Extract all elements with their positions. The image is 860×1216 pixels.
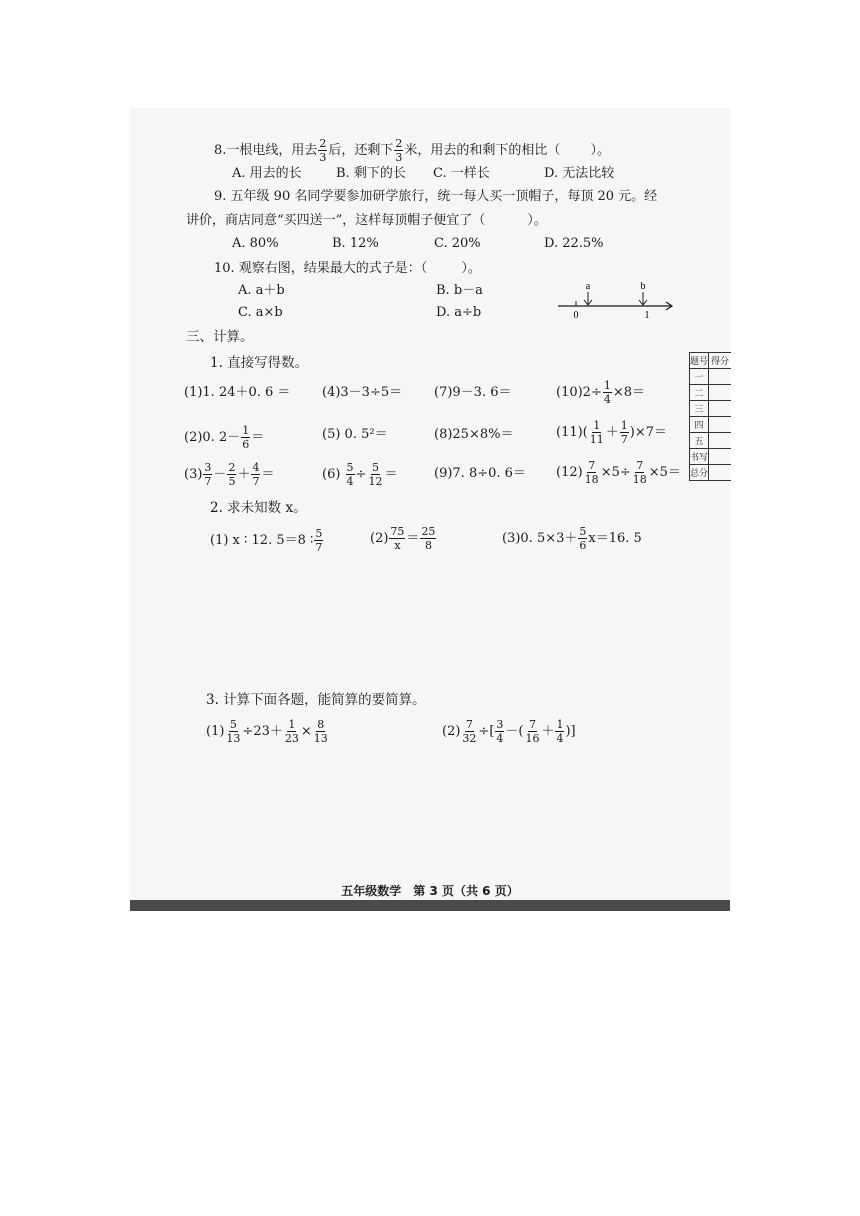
i3-fraction-1 — [203, 462, 212, 487]
equation-1 — [210, 528, 324, 553]
score-row-label: 书写 — [690, 449, 709, 465]
score-row-label: 四 — [690, 417, 709, 433]
i10-fraction — [603, 380, 612, 405]
simplify-problem-2 — [442, 719, 576, 744]
p2-f1-den: 32 — [462, 732, 477, 745]
p2-f4-den: 4 — [556, 732, 564, 745]
q10-option-c: C. a×b — [238, 305, 283, 320]
p1-a: (1) — [206, 724, 225, 739]
score-row — [690, 433, 732, 449]
i11-f2-den: 7 — [620, 433, 628, 446]
score-row-label: 五 — [690, 433, 709, 449]
i11-a: (11)( — [556, 425, 588, 440]
q8-option-d: D. 无法比较 — [544, 166, 615, 181]
p1-f1-den: 13 — [226, 732, 241, 745]
e2-m: ＝ — [406, 531, 420, 546]
q9-option-b: B. 12% — [332, 236, 379, 251]
i6-b: ＝ — [384, 467, 398, 482]
i12-fraction-1 — [584, 460, 600, 485]
p2-f4-num: 1 — [556, 718, 564, 731]
p2-m2: －( — [505, 724, 524, 739]
equation-2 — [370, 526, 437, 551]
score-header-item: 题号 — [690, 353, 709, 369]
score-row — [690, 465, 732, 481]
i3-fraction-2 — [227, 462, 236, 487]
p2-fraction-2 — [495, 719, 504, 744]
p2-b: )] — [565, 724, 576, 739]
q10-stem-a: 10. 观察右图，结果最大的式子是：（ — [214, 261, 428, 276]
score-cell[interactable] — [709, 433, 732, 449]
e3-a: (3)0. 5×3＋ — [502, 531, 578, 546]
e2-a: (2) — [370, 531, 389, 546]
p2-f1-num: 7 — [465, 718, 473, 731]
i6-f2-num: 5 — [371, 461, 379, 474]
p1-fraction-1 — [225, 719, 241, 744]
e2-f1-den: x — [394, 539, 401, 552]
q10-option-d: D. a÷b — [436, 305, 482, 320]
p2-m3: ＋ — [541, 724, 555, 739]
calc-item-11 — [556, 420, 667, 445]
part-3-title: 3. 计算下面各题，能简算的要简算。 — [206, 692, 426, 708]
i6-a: (6) — [322, 467, 345, 482]
i11-f2-num: 1 — [620, 419, 628, 432]
p1-fraction-2 — [284, 719, 300, 744]
i6-f2-den: 12 — [368, 475, 383, 488]
section-3-title: 三、计算。 — [186, 329, 254, 345]
calc-item-5: (5) 0. 5²＝ — [322, 427, 388, 442]
p1-f3-den: 13 — [313, 732, 328, 745]
label-b: b — [640, 281, 646, 292]
question-9-line1: 9. 五年级 90 名同学要参加研学旅行，统一每人买一顶帽子，每顶 20 元。经 — [214, 189, 658, 204]
i11-f1-den: 11 — [589, 433, 604, 446]
calc-item-1: (1)1. 24＋0. 6 ＝ — [184, 385, 291, 400]
score-cell[interactable] — [709, 401, 732, 417]
i2-b: ＝ — [251, 430, 265, 445]
i11-fraction-1 — [589, 420, 605, 445]
q9-option-a: A. 80% — [232, 236, 279, 251]
i11-m: ＋ — [605, 425, 619, 440]
i12-f2-num: 7 — [636, 459, 644, 472]
i6-fraction-2 — [367, 462, 383, 487]
score-row-label: 三 — [690, 401, 709, 417]
q8-f2-den: 3 — [395, 151, 403, 164]
e1-a: (1) x ∶ 12. 5＝8 ∶ — [210, 533, 314, 548]
q10-option-a: A. a＋b — [238, 283, 285, 298]
p1-f1-num: 5 — [229, 718, 237, 731]
score-cell[interactable] — [709, 465, 732, 481]
calc-item-3 — [184, 462, 274, 487]
e2-f2-den: 8 — [424, 539, 432, 552]
calc-item-6 — [322, 462, 397, 487]
e3-num: 5 — [579, 525, 587, 538]
i11-fraction-2 — [620, 420, 629, 445]
score-row — [690, 417, 732, 433]
p2-f2-num: 3 — [496, 718, 504, 731]
i3-f1-den: 7 — [204, 475, 212, 488]
part-2-title: 2. 求未知数 x。 — [210, 500, 307, 516]
score-cell[interactable] — [709, 385, 732, 401]
question-9-line2 — [186, 213, 547, 229]
p1-f3-num: 8 — [317, 718, 325, 731]
p1-m1: ÷23＋ — [242, 724, 283, 739]
i6-fraction-1 — [346, 462, 355, 487]
i6-f1-den: 4 — [346, 475, 354, 488]
i12-f1-den: 18 — [584, 473, 599, 486]
calc-item-8: (8)25×8%＝ — [434, 427, 514, 442]
p1-fraction-3 — [313, 719, 329, 744]
label-a: a — [585, 281, 591, 292]
score-row-label: 一 — [690, 369, 709, 385]
score-cell[interactable] — [709, 417, 732, 433]
question-8-stem — [214, 138, 610, 163]
e3-fraction — [578, 526, 587, 551]
e2-fraction-2 — [420, 526, 436, 551]
p2-f3-num: 7 — [528, 718, 536, 731]
i2-num: 1 — [242, 424, 250, 437]
p2-fraction-1 — [461, 719, 477, 744]
p1-m2: × — [300, 724, 312, 739]
i3-m2: ＋ — [237, 467, 251, 482]
page-footer: 五年级数学 第 3 页（共 6 页） — [341, 884, 519, 898]
label-one: 1 — [644, 310, 650, 320]
q8-suffix: 米，用去的和剩下的相比（ — [404, 143, 561, 158]
i10-b: ×8＝ — [612, 385, 646, 400]
score-row-label: 二 — [690, 385, 709, 401]
q8-end: ）。 — [590, 143, 610, 158]
e2-f1-num: 75 — [390, 525, 405, 538]
e2-fraction-1 — [389, 526, 405, 551]
score-cell[interactable] — [709, 449, 732, 465]
q8-f1-den: 3 — [319, 151, 327, 164]
i12-b: ×5＝ — [648, 465, 681, 480]
calc-item-2 — [184, 425, 264, 450]
q9-line2-a: 讲价，商店同意“买四送一”，这样每顶帽子便宜了（ — [186, 213, 486, 228]
q8-fraction-2 — [394, 138, 403, 163]
score-row — [690, 385, 732, 401]
i2-a: (2)0. 2－ — [184, 430, 241, 445]
q8-prefix: 8.一根电线，用去 — [214, 143, 318, 158]
q8-mid: 后，还剩下 — [328, 143, 394, 158]
score-table-header — [690, 353, 732, 369]
i3-f3-den: 7 — [252, 475, 260, 488]
e1-fraction — [314, 528, 323, 553]
simplify-problem-1 — [206, 719, 330, 744]
i12-a: (12) — [556, 465, 583, 480]
question-10-stem — [214, 261, 481, 277]
p2-f3-den: 16 — [525, 732, 540, 745]
q9-line2-b: ）。 — [527, 213, 547, 228]
p1-f2-den: 23 — [284, 732, 299, 745]
p2-fraction-3 — [524, 719, 540, 744]
i10-a: (10)2÷ — [556, 385, 602, 400]
q10-option-b: B. b－a — [436, 283, 483, 298]
score-row — [690, 369, 732, 385]
q8-f2-num: 2 — [395, 137, 403, 150]
p1-f2-num: 1 — [288, 718, 296, 731]
page-bottom-bar — [130, 900, 730, 911]
calc-item-4: (4)3－3÷5＝ — [322, 385, 403, 400]
i6-f1-num: 5 — [346, 461, 354, 474]
e1-num: 5 — [315, 527, 323, 540]
i12-m: ×5÷ — [600, 465, 631, 480]
score-row-label: 总分 — [690, 465, 709, 481]
part-1-title: 1. 直接写得数。 — [210, 355, 309, 371]
i3-f3-num: 4 — [252, 461, 260, 474]
label-zero: 0 — [573, 310, 579, 320]
i10-den: 4 — [603, 393, 611, 406]
i11-f1-num: 1 — [593, 419, 601, 432]
q8-f1-num: 2 — [319, 137, 327, 150]
i6-m: ÷ — [355, 467, 367, 482]
i3-f2-den: 5 — [228, 475, 236, 488]
i12-f1-num: 7 — [588, 459, 596, 472]
i3-f2-num: 2 — [228, 461, 236, 474]
e3-den: 6 — [579, 539, 587, 552]
calc-item-7: (7)9－3. 6＝ — [434, 385, 512, 400]
q8-option-a: A. 用去的长 — [232, 166, 302, 181]
q8-fraction-1 — [318, 138, 327, 163]
i12-fraction-2 — [632, 460, 648, 485]
score-cell[interactable] — [709, 369, 732, 385]
i3-b: ＝ — [261, 467, 275, 482]
number-line-figure — [556, 280, 676, 320]
score-table — [689, 352, 731, 481]
q10-stem-b: ）。 — [461, 261, 481, 276]
score-row — [690, 449, 732, 465]
equation-3 — [502, 526, 642, 551]
q9-option-c: C. 20% — [434, 236, 481, 251]
p2-a: (2) — [442, 724, 461, 739]
score-row — [690, 401, 732, 417]
i2-fraction — [241, 425, 250, 450]
i3-m1: － — [213, 467, 227, 482]
i12-f2-den: 18 — [632, 473, 647, 486]
p2-fraction-4 — [555, 719, 564, 744]
calc-item-9: (9)7. 8÷0. 6＝ — [434, 466, 526, 481]
i10-num: 1 — [603, 379, 611, 392]
q8-option-c: C. 一样长 — [433, 166, 490, 181]
i3-f1-num: 3 — [204, 461, 212, 474]
i2-den: 6 — [242, 438, 250, 451]
i3-a: (3) — [184, 467, 203, 482]
i11-b: )×7＝ — [629, 425, 668, 440]
calc-item-10 — [556, 380, 645, 405]
e3-b: x＝16. 5 — [588, 531, 642, 546]
e1-den: 7 — [315, 541, 323, 554]
calc-item-12 — [556, 460, 681, 485]
q8-option-b: B. 剩下的长 — [336, 166, 406, 181]
score-header-score: 得分 — [709, 353, 732, 369]
p2-m1: ÷[ — [478, 724, 495, 739]
i3-fraction-3 — [251, 462, 260, 487]
e2-f2-num: 25 — [421, 525, 436, 538]
q9-option-d: D. 22.5% — [544, 236, 604, 251]
p2-f2-den: 4 — [496, 732, 504, 745]
